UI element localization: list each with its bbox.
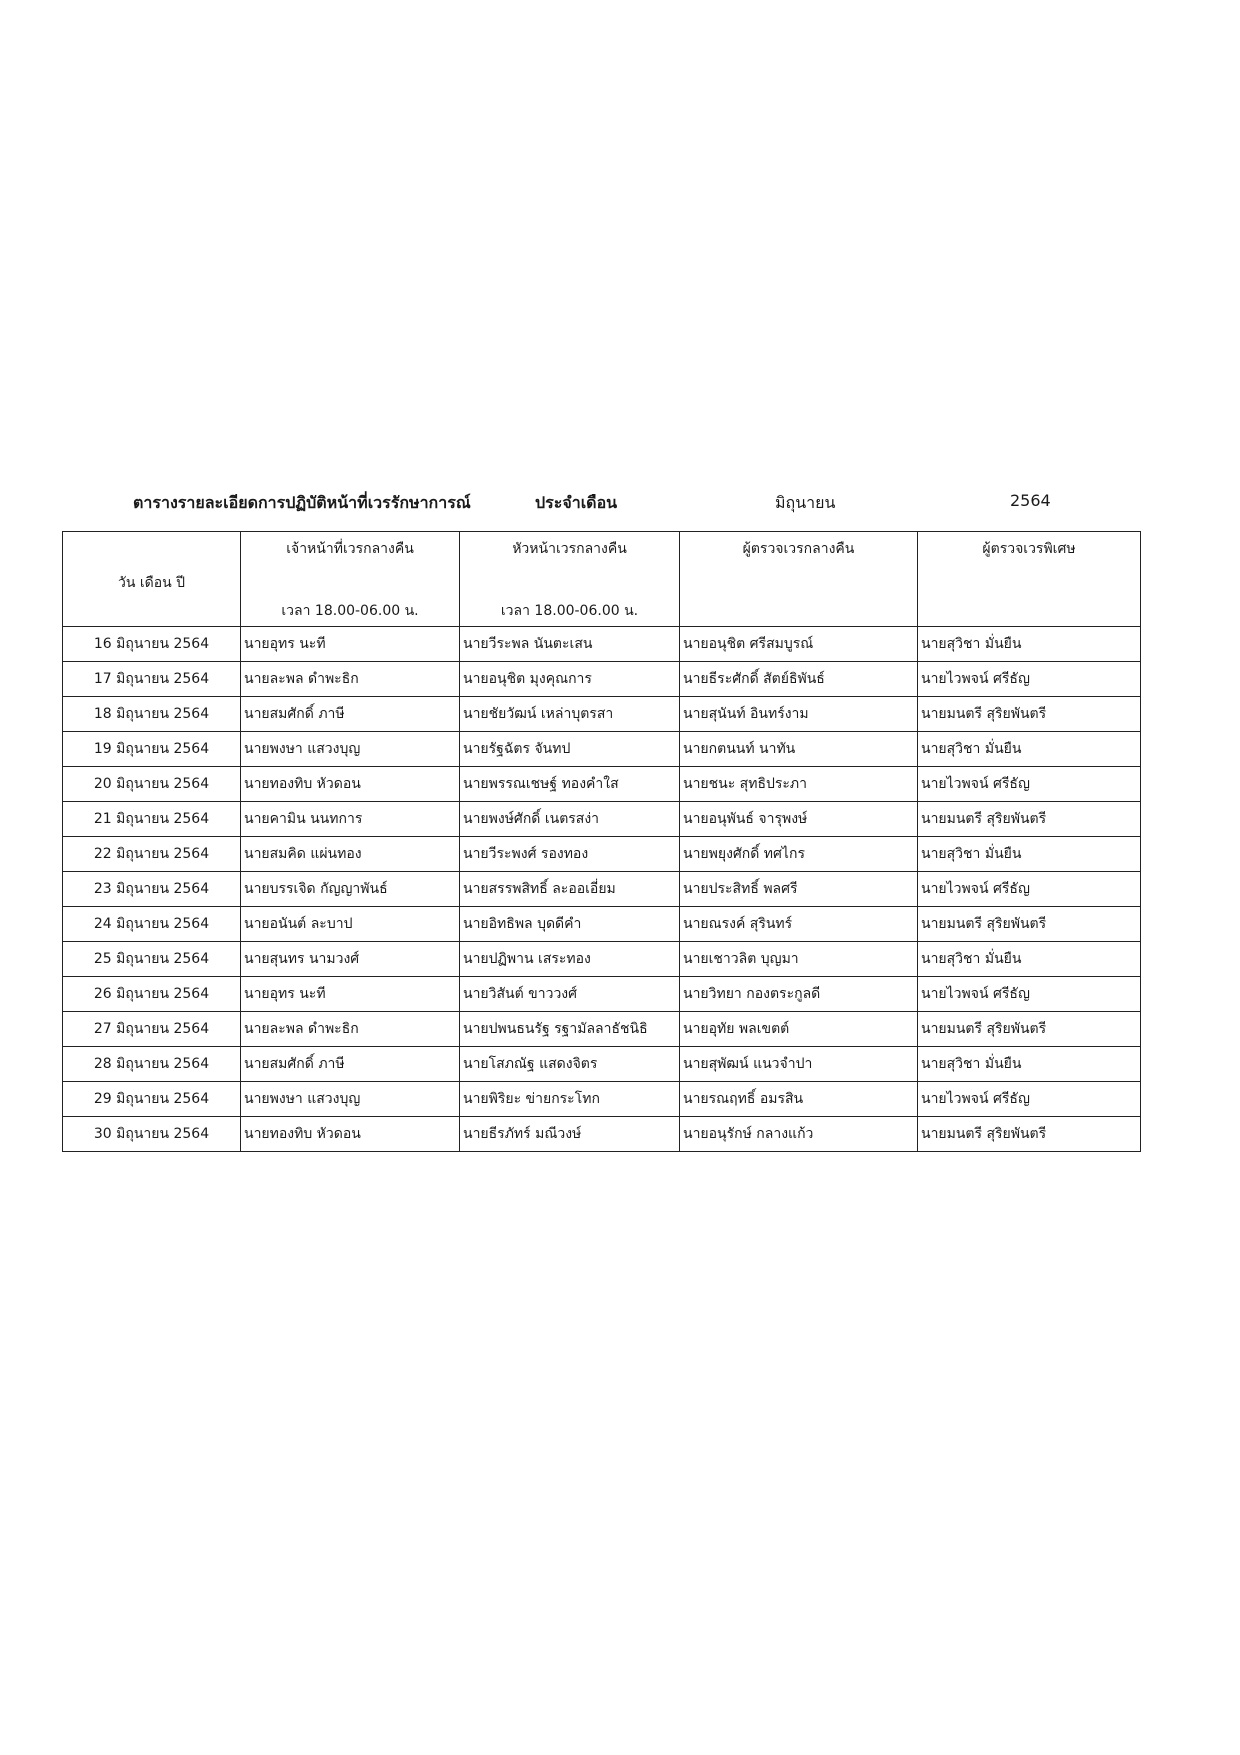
cell-special-inspector: นายสุวิชา มั่นยืน	[918, 837, 1141, 872]
cell-date: 27 มิถุนายน 2564	[63, 1012, 241, 1047]
cell-night-officer: นายบรรเจิด กัญญาพันธ์	[241, 872, 460, 907]
column-header-night-officer: เจ้าหน้าที่เวรกลางคืน เวลา 18.00-06.00 น.	[241, 532, 460, 627]
table-row	[63, 942, 1141, 977]
cell-night-chief: นายสรรพสิทธิ์ ละออเอี่ยม	[460, 872, 680, 907]
cell-night-inspector: นายอนุรักษ์ กลางแก้ว	[680, 1117, 918, 1152]
cell-night-inspector: นายธีระศักดิ์ สัตย์ธิพันธ์	[680, 662, 918, 697]
cell-night-inspector: นายกตนนท์ นาทัน	[680, 732, 918, 767]
table-row	[63, 662, 1141, 697]
table-row	[63, 872, 1141, 907]
table-row	[63, 977, 1141, 1012]
cell-night-inspector: นายพยุงศักดิ์ ทศไกร	[680, 837, 918, 872]
column-header-night-chief: หัวหน้าเวรกลางคืน เวลา 18.00-06.00 น.	[460, 532, 680, 627]
column-header-date: วัน เดือน ปี	[63, 532, 241, 627]
cell-date: 18 มิถุนายน 2564	[63, 697, 241, 732]
cell-special-inspector: นายสุวิชา มั่นยืน	[918, 1047, 1141, 1082]
cell-night-officer: นายพงษา แสวงบุญ	[241, 1082, 460, 1117]
period-month: มิถุนายน	[775, 493, 836, 512]
cell-date: 28 มิถุนายน 2564	[63, 1047, 241, 1082]
cell-date: 25 มิถุนายน 2564	[63, 942, 241, 977]
cell-night-officer: นายสมศักดิ์ ภาษี	[241, 697, 460, 732]
night-chief-time: เวลา 18.00-06.00 น.	[500, 603, 639, 619]
period-label: ประจำเดือน	[535, 493, 618, 512]
cell-night-inspector: นายเชาวลิต บุญมา	[680, 942, 918, 977]
cell-night-chief: นายชัยวัฒน์ เหล่าบุตรสา	[460, 697, 680, 732]
cell-night-chief: นายปพนธนรัฐ รฐามัลลาธัชนิธิ	[460, 1012, 680, 1047]
duty-roster-table	[62, 531, 1141, 1152]
cell-night-inspector: นายอนุชิต ศรีสมบูรณ์	[680, 627, 918, 662]
cell-night-chief: นายอิทธิพล บุดดีคำ	[460, 907, 680, 942]
cell-date: 30 มิถุนายน 2564	[63, 1117, 241, 1152]
cell-night-officer: นายสมคิด แผ่นทอง	[241, 837, 460, 872]
cell-night-inspector: นายอนุพันธ์ จารุพงษ์	[680, 802, 918, 837]
cell-special-inspector: นายไวพจน์ ศรีธัญ	[918, 767, 1141, 802]
cell-night-inspector: นายณรงค์ สุรินทร์	[680, 907, 918, 942]
cell-night-inspector: นายรณฤทธิ์ อมรสิน	[680, 1082, 918, 1117]
cell-special-inspector: นายสุวิชา มั่นยืน	[918, 942, 1141, 977]
table-row	[63, 907, 1141, 942]
cell-special-inspector: นายสุวิชา มั่นยืน	[918, 627, 1141, 662]
cell-night-inspector: นายสุพัฒน์ แนวจำปา	[680, 1047, 918, 1082]
cell-date: 19 มิถุนายน 2564	[63, 732, 241, 767]
cell-night-officer: นายละพล ดำพะธิก	[241, 1012, 460, 1047]
cell-special-inspector: นายมนตรี สุริยพันตรี	[918, 907, 1141, 942]
cell-night-officer: นายสุนทร นามวงศ์	[241, 942, 460, 977]
cell-night-chief: นายวีระพล นันตะเสน	[460, 627, 680, 662]
cell-night-chief: นายรัฐฉัตร จันทป	[460, 732, 680, 767]
cell-date: 23 มิถุนายน 2564	[63, 872, 241, 907]
document-title: ตารางรายละเอียดการปฏิบัติหน้าที่เวรรักษาการณ์	[133, 493, 471, 512]
table-row	[63, 697, 1141, 732]
cell-special-inspector: นายไวพจน์ ศรีธัญ	[918, 662, 1141, 697]
period-year: 2564	[1010, 491, 1051, 510]
table-header-row	[63, 532, 1141, 627]
cell-special-inspector: นายมนตรี สุริยพันตรี	[918, 697, 1141, 732]
cell-night-chief: นายโสภณัฐ แสดงจิตร	[460, 1047, 680, 1082]
cell-night-officer: นายละพล ดำพะธิก	[241, 662, 460, 697]
cell-night-chief: นายปฏิพาน เสระทอง	[460, 942, 680, 977]
cell-night-chief: นายวีระพงศ์ รองทอง	[460, 837, 680, 872]
cell-date: 17 มิถุนายน 2564	[63, 662, 241, 697]
cell-night-inspector: นายสุนันท์ อินทร์งาม	[680, 697, 918, 732]
cell-night-officer: นายทองทิบ หัวดอน	[241, 767, 460, 802]
table-row	[63, 732, 1141, 767]
cell-date: 22 มิถุนายน 2564	[63, 837, 241, 872]
table-row	[63, 1012, 1141, 1047]
cell-date: 20 มิถุนายน 2564	[63, 767, 241, 802]
cell-night-chief: นายพรรณเชษฐ์ ทองคำใส	[460, 767, 680, 802]
cell-date: 24 มิถุนายน 2564	[63, 907, 241, 942]
cell-night-chief: นายธีรภัทร์ มณีวงษ์	[460, 1117, 680, 1152]
cell-night-officer: นายอุทร นะที	[241, 977, 460, 1012]
cell-night-officer: นายคามิน นนทการ	[241, 802, 460, 837]
cell-special-inspector: นายไวพจน์ ศรีธัญ	[918, 977, 1141, 1012]
cell-night-chief: นายวิสันต์ ขาววงศ์	[460, 977, 680, 1012]
cell-date: 16 มิถุนายน 2564	[63, 627, 241, 662]
night-officer-time: เวลา 18.00-06.00 น.	[281, 603, 419, 619]
cell-special-inspector: นายไวพจน์ ศรีธัญ	[918, 872, 1141, 907]
cell-special-inspector: นายสุวิชา มั่นยืน	[918, 732, 1141, 767]
column-header-special-inspector: ผู้ตรวจเวรพิเศษ	[918, 532, 1141, 627]
cell-night-inspector: นายประสิทธิ์ พลศรี	[680, 872, 918, 907]
column-header-night-inspector: ผู้ตรวจเวรกลางคืน	[680, 532, 918, 627]
cell-date: 26 มิถุนายน 2564	[63, 977, 241, 1012]
cell-night-chief: นายพงษ์ศักดิ์ เนตรสง่า	[460, 802, 680, 837]
cell-night-officer: นายสมศักดิ์ ภาษี	[241, 1047, 460, 1082]
document-header	[0, 487, 1240, 517]
table-row	[63, 767, 1141, 802]
cell-date: 21 มิถุนายน 2564	[63, 802, 241, 837]
cell-night-chief: นายอนุชิต มุงคุณการ	[460, 662, 680, 697]
cell-night-chief: นายพิริยะ ข่ายกระโทก	[460, 1082, 680, 1117]
cell-special-inspector: นายมนตรี สุริยพันตรี	[918, 1117, 1141, 1152]
table-row	[63, 802, 1141, 837]
cell-night-officer: นายพงษา แสวงบุญ	[241, 732, 460, 767]
cell-night-inspector: นายอุทัย พลเขตต์	[680, 1012, 918, 1047]
cell-night-inspector: นายชนะ สุทธิประภา	[680, 767, 918, 802]
table-row	[63, 1047, 1141, 1082]
cell-night-inspector: นายวิทยา กองตระกูลดี	[680, 977, 918, 1012]
cell-night-officer: นายทองทิบ หัวดอน	[241, 1117, 460, 1152]
cell-special-inspector: นายไวพจน์ ศรีธัญ	[918, 1082, 1141, 1117]
table-row	[63, 837, 1141, 872]
cell-date: 29 มิถุนายน 2564	[63, 1082, 241, 1117]
table-row	[63, 1082, 1141, 1117]
table-row	[63, 1117, 1141, 1152]
roster-body	[63, 627, 1141, 1152]
cell-night-officer: นายอุทร นะที	[241, 627, 460, 662]
cell-special-inspector: นายมนตรี สุริยพันตรี	[918, 1012, 1141, 1047]
cell-night-officer: นายอนันต์ ละบาป	[241, 907, 460, 942]
cell-special-inspector: นายมนตรี สุริยพันตรี	[918, 802, 1141, 837]
table-row	[63, 627, 1141, 662]
